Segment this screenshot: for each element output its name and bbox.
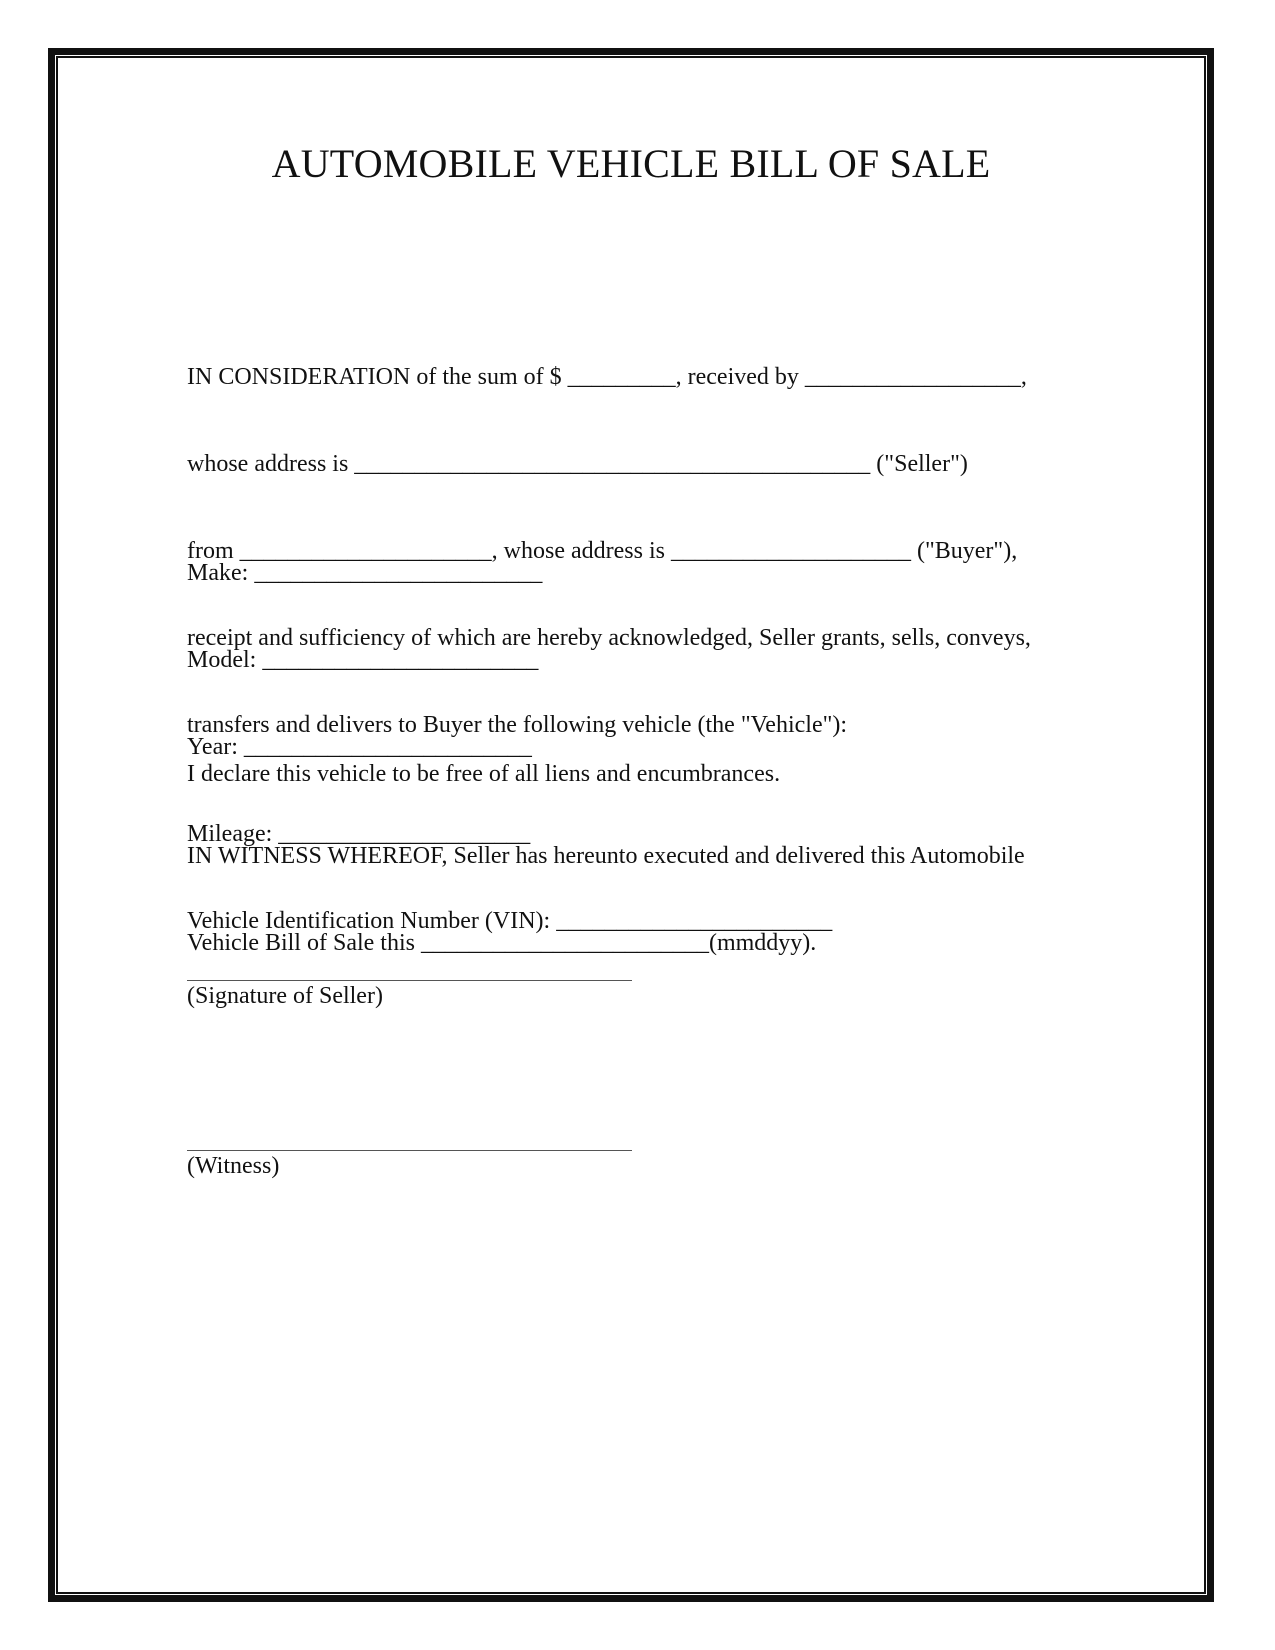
document-title: AUTOMOBILE VEHICLE BILL OF SALE xyxy=(271,141,991,186)
consideration-line-2: whose address is ___________________________________________ ("Seller") xyxy=(187,451,968,477)
declaration-text: I declare this vehicle to be free of all liens and encumbrances. xyxy=(187,761,781,787)
witness-signature-label: (Witness) xyxy=(187,1153,280,1179)
witness-clause-line-1: IN WITNESS WHEREOF, Seller has hereunto executed and delivered this Automobile xyxy=(187,843,1025,869)
witness-clause-paragraph xyxy=(187,784,1025,987)
seller-signature-line xyxy=(187,980,632,981)
model-field: Model: _______________________ xyxy=(187,647,539,673)
seller-signature-label: (Signature of Seller) xyxy=(187,983,383,1009)
consideration-line-5: transfers and delivers to Buyer the following vehicle (the "Vehicle"): xyxy=(187,712,848,738)
consideration-line-4: receipt and sufficiency of which are hereby acknowledged, Seller grants, sells, conveys, xyxy=(187,625,1031,651)
witness-clause-line-2: Vehicle Bill of Sale this ________________________(mmddyy). xyxy=(187,930,817,956)
vin-field: Vehicle Identification Number (VIN): _______________________ xyxy=(187,908,833,934)
mileage-field: Mileage: _____________________ xyxy=(187,821,531,847)
witness-signature-line xyxy=(187,1150,632,1151)
year-field: Year: ________________________ xyxy=(187,734,532,760)
consideration-line-1: IN CONSIDERATION of the sum of $ _________, received by __________________, xyxy=(187,364,1027,390)
make-field: Make: ________________________ xyxy=(187,560,543,586)
consideration-line-3: from _____________________, whose address is ____________________ ("Buyer"), xyxy=(187,538,1018,564)
